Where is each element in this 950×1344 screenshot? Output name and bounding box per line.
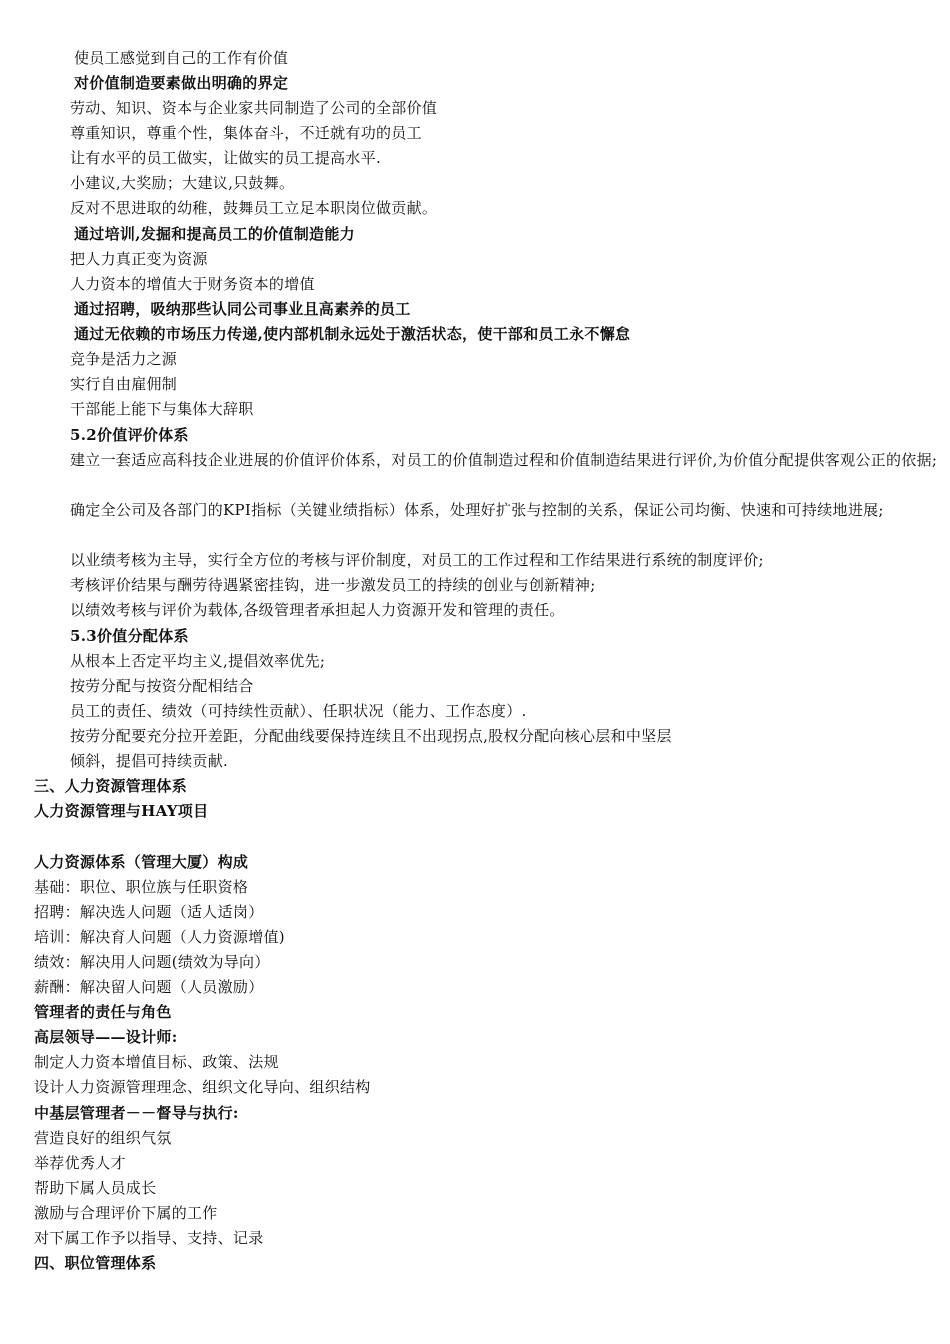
text-line: 对下属工作予以指导、支持、记录: [34, 1229, 264, 1247]
section-heading: 高层领导——设计师:: [34, 1028, 178, 1046]
text-line: 从根本上否定平均主义,提倡效率优先;: [70, 652, 326, 670]
section-heading: 对价值制造要素做出明确的界定: [74, 74, 289, 92]
text-line: 设计人力资源管理理念、组织文化导向、组织结构: [34, 1078, 371, 1096]
text-line: 制定人力资本增值目标、政策、法规: [34, 1053, 279, 1071]
text-line: 倾斜，提倡可持续贡献.: [70, 752, 229, 770]
section-heading: 人力资源体系（管理大厦）构成: [34, 853, 249, 871]
text-line: 员工的责任、绩效（可持续性贡献）、任职状况（能力、工作态度）.: [70, 702, 527, 720]
paragraph: 建立一套适应高科技企业进展的价值评价体系，对员工的价值制造过程和价值制造结果进行评价,为价值分配提供客观公正的依据;: [70, 451, 938, 469]
text-line: 培训：解决育人问题（人力资源增值): [34, 928, 285, 946]
chapter-heading: 三、人力资源管理体系: [34, 777, 188, 795]
text-line: 营造良好的组织气氛: [34, 1129, 172, 1147]
text-line: 按劳分配与按资分配相结合: [70, 677, 254, 695]
text-line: 招聘：解决选人问题（适人适岗）: [34, 903, 264, 921]
text-line: 反对不思进取的幼稚，鼓舞员工立足本职岗位做贡献。: [70, 199, 438, 217]
section-heading: 通过培训,发掘和提高员工的价值制造能力: [74, 225, 355, 243]
text-line: 竞争是活力之源: [70, 350, 178, 368]
text-line: 以绩效考核与评价为载体,各级管理者承担起人力资源开发和管理的责任。: [70, 601, 565, 619]
text-line: 使员工感觉到自己的工作有价值: [74, 49, 289, 67]
subsection-heading: 5.3价值分配体系: [70, 627, 189, 645]
section-heading: 中基层管理者－－督导与执行:: [34, 1104, 239, 1122]
text-line: 人力资本的增值大于财务资本的增值: [70, 275, 315, 293]
chapter-heading: 四、职位管理体系: [34, 1254, 157, 1272]
text-line: 尊重知识，尊重个性，集体奋斗，不迁就有功的员工: [70, 124, 422, 142]
subsection-heading: 5.2价值评价体系: [70, 426, 189, 444]
section-heading: 通过招聘，吸纳那些认同公司事业且高素养的员工: [74, 300, 411, 318]
section-heading: 通过无依赖的市场压力传递,使内部机制永远处于激活状态，使干部和员工永不懈怠: [74, 325, 631, 343]
text-line: 小建议,大奖励；大建议,只鼓舞。: [70, 174, 295, 192]
text-line: 让有水平的员工做实，让做实的员工提高水平.: [70, 149, 382, 167]
text-line: 帮助下属人员成长: [34, 1179, 157, 1197]
text-line: 薪酬：解决留人问题（人员激励）: [34, 978, 264, 996]
text-line: 激励与合理评价下属的工作: [34, 1204, 218, 1222]
text-line: 按劳分配要充分拉开差距，分配曲线要保持连续且不出现拐点,股权分配向核心层和中坚层: [70, 727, 672, 745]
text-line: 把人力真正变为资源: [70, 250, 208, 268]
text-line: 以业绩考核为主导，实行全方位的考核与评价制度，对员工的工作过程和工作结果进行系统的制度评价;: [70, 551, 764, 569]
text-line: 实行自由雇佣制: [70, 375, 178, 393]
text-line: 劳动、知识、资本与企业家共同制造了公司的全部价值: [70, 99, 438, 117]
paragraph: 确定全公司及各部门的KPI指标（关键业绩指标）体系，处理好扩张与控制的关系，保证公司均衡、快速和可持续地进展;: [70, 501, 884, 519]
text-line: 举荐优秀人才: [34, 1154, 126, 1172]
section-heading: 管理者的责任与角色: [34, 1003, 172, 1021]
text-line: 基础：职位、职位族与任职资格: [34, 878, 249, 896]
section-heading: 人力资源管理与HAY项目: [34, 802, 209, 820]
text-line: 干部能上能下与集体大辞职: [70, 400, 254, 418]
text-line: 考核评价结果与酬劳待遇紧密挂钩，进一步激发员工的持续的创业与创新精神;: [70, 576, 596, 594]
text-line: 绩效：解决用人问题(绩效为导向）: [34, 953, 270, 971]
